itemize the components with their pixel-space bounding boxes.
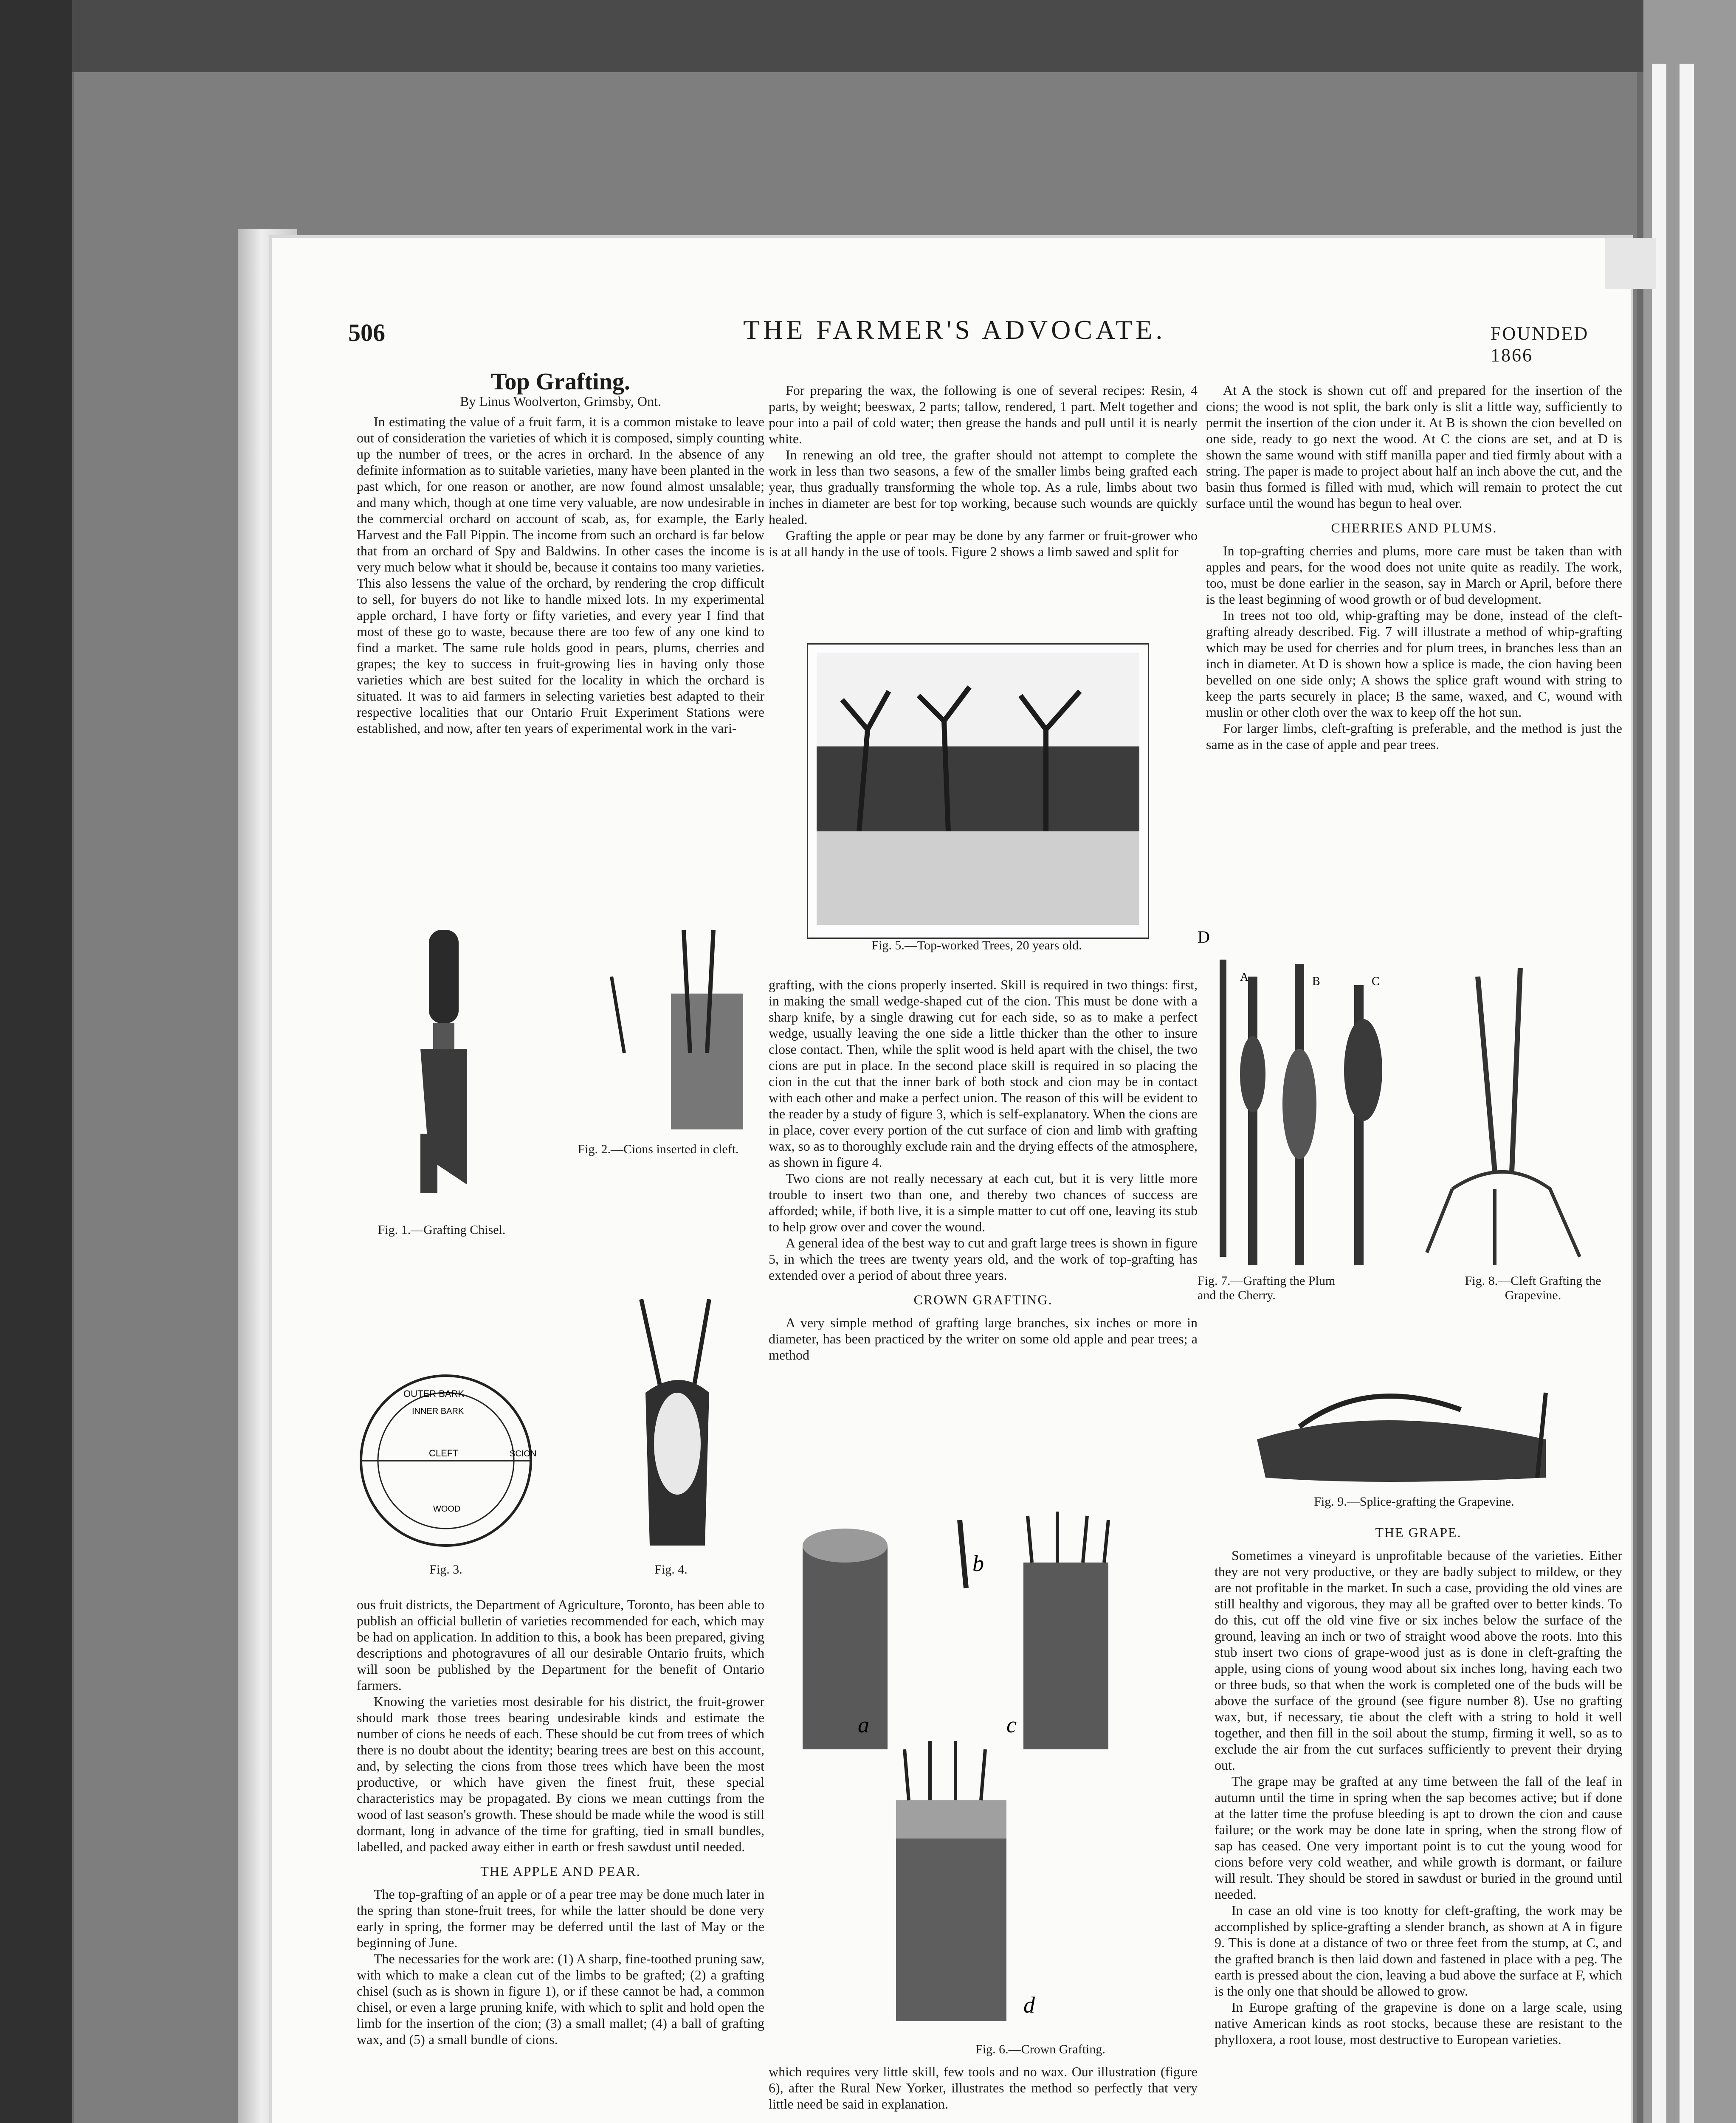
column-1-top — [357, 369, 764, 736]
paragraph: which requires very little skill, few tools and no wax. Our illustration (figure 6), after the Rural New Yorker, illustrates the method so perfectly that very little need be said in explanation. — [769, 2064, 1198, 2112]
fig3-label-scion: SCION — [510, 1449, 537, 1459]
paragraph: The top-grafting of an apple or of a pear tree may be done much later in the spring than stone-fruit trees, for while the latter should be done very early in spring, the former may be deferred until the last of May or the beginning of June. — [357, 1886, 764, 1950]
figure-9-caption: Fig. 9.—Splice-grafting the Grapevine. — [1314, 1495, 1514, 1509]
film-top-edge — [0, 0, 1736, 72]
fig7-letter-a: A — [1240, 971, 1249, 984]
paragraph: In case an old vine is too knotty for cleft-grafting, the work may be accomplished by splice-grafting a slender branch, as shown at A in figure 9. This is done at a distance of two or three feet from the stump, at C, and the grafted branch is then laid down and fastened in place with a peg. The earth is pressed about the cion, leaving a bud above the surface at F, which is the only one that should be allowed to grow. — [1215, 1903, 1622, 1999]
section-head-grape: THE GRAPE. — [1375, 1525, 1462, 1540]
fig7-letter-c: C — [1372, 975, 1380, 988]
figure-3-cross-section — [340, 1371, 552, 1558]
figure-3-caption: Fig. 3. — [429, 1563, 462, 1577]
figure-6-caption: Fig. 6.—Crown Grafting. — [975, 2042, 1105, 2056]
column-2-bottom — [769, 2064, 1198, 2112]
paragraph: In Europe grafting of the grapevine is done on a large scale, using native American kinds as root stocks, because these are resistant to the phylloxera, a root louse, most destructive to European varieties. — [1215, 1999, 1622, 2047]
column-2-top — [769, 382, 1198, 560]
paragraph: ous fruit districts, the Department of Agriculture, Toronto, has been able to publish an official bulletin of varieties recommended for each, which may be had on application. In addition to this, a book has been prepared, giving descriptions and photogravures of all our desirable Ontario fruits, which will soon be published by the Department for the benefit of Ontario farmers. — [357, 1597, 764, 1693]
paragraph: For preparing the wax, the following is one of several recipes: Resin, 4 parts, by weight; beeswax, 2 parts; tallow, rendered, 1 part. Melt together and pour into a pail of cold water; then grease the hands and pull until it is nearly white. — [769, 383, 1198, 446]
fig3-label-cleft: CLEFT — [429, 1448, 459, 1459]
page-number: 506 — [348, 319, 385, 346]
figure-5-tree-illustration — [808, 645, 1148, 938]
fig6-letter-b: b — [972, 1551, 984, 1576]
section-head-crown-grafting: CROWN GRAFTING. — [913, 1292, 1053, 1307]
paragraph: In renewing an old tree, the grafter should not attempt to complete the work in less than two seasons, a few of the smaller limbs being grafted each year, thus gradually transforming the whole top. As a rule, limbs about two inches in diameter are best for top working, because such wounds are quickly healed. — [769, 447, 1198, 527]
column-1-bottom — [357, 1596, 764, 2047]
paragraph: The grape may be grafted at any time between the fall of the leaf in autumn until the time in spring when the sap becomes active; but if done at the latter time the profuse bleeding is apt to drown the cion and cause failure; or the work may be done late in spring, when the strong flow of sap has ceased. One very important point is to cut the young wood for cions before very cold weather, and while growth is dormant, or failure will result. They should be stored in sawdust or buried in the ground until needed. — [1215, 1774, 1622, 1902]
column-3-top — [1206, 382, 1622, 752]
figure-4-waxed-graft — [595, 1291, 756, 1563]
article-title: Top Grafting. — [491, 369, 630, 395]
page-header — [348, 314, 1622, 365]
fig6-letter-c: c — [1006, 1712, 1017, 1737]
figure-9-splice-graft — [1248, 1376, 1580, 1490]
column-3-bottom — [1215, 1524, 1622, 2047]
figure-6-crown-grafting — [786, 1512, 1189, 2038]
fig6-letter-a: a — [858, 1712, 869, 1737]
article-byline: By Linus Woolverton, Grimsby, Ont. — [460, 394, 661, 409]
section-head-cherries-plums: CHERRIES AND PLUMS. — [1331, 520, 1497, 535]
fig3-label-outer-bark: OUTER BARK — [403, 1388, 465, 1399]
paragraph: Two cions are not really necessary at each cut, but it is very little more trouble to insert two than one, and thereby two chances of success are afforded; while, if both live, it is a simple matter to cut off one, leaving its stub to help grow over and cover the wound. — [769, 1171, 1198, 1234]
figure-4-caption: Fig. 4. — [654, 1563, 688, 1577]
paragraph: Grafting the apple or pear may be done by any farmer or fruit-grower who is at all handy in the use of tools. Figure 2 shows a limb sawed and split for — [769, 528, 1198, 559]
page-corner-fold — [1605, 238, 1656, 289]
figure-8-caption: Fig. 8.—Cleft Grafting the Grapevine. — [1465, 1274, 1601, 1302]
figure-2-caption: Fig. 2.—Cions inserted in cleft. — [578, 1142, 739, 1156]
figure-1-grafting-chisel — [357, 921, 535, 1231]
figure-1-caption: Fig. 1.—Grafting Chisel. — [378, 1223, 506, 1237]
paragraph: grafting, with the cions properly inserted. Skill is required in two things: first, in making the small wedge-shaped cut of the cion. This must be done with a sharp knife, by a single drawing cut for each side, so as to make a perfect wedge, usually leaving the one side a little thicker than the other to insure close contact. Then, while the split wood is held apart with the chisel, the two cions are put in place. In the second place skill is required in so placing the cion in the cut that the inner bark of both stock and cion may be in contact with each other and make a perfect union. The reason of this will be evident to the reader by a study of figure 3, which is self-explanatory. When the cions are in place, cover every portion of the cut surface of cion and limb with grafting wax, so as to thoroughly exclude rain and the drying effects of the atmosphere, as shown in figure 4. — [769, 977, 1198, 1170]
paragraph: In estimating the value of a fruit farm, it is a common mistake to leave out of consideration the varieties of which it is composed, simply counting up the number of trees, or the acres in orchard. In the absence of any definite information as to suitable varieties, many have been planted in the past which, for one reason or another, are now found almost unsalable; and many which, though at one time very valuable, are now undesirable in the commercial orchard on account of scab, as, for example, the Early Harvest and the Fall Pippin. The income from such an orchard is far below that from an orchard of Spy and Baldwins. In other cases the income is very much below what it should be, because it contains too many varieties. This also lessens the value of the orchard, by rendering the crop difficult to sell, for buyers do not like to handle mixed lots. In my experimental apple orchard, I have forty or fifty varieties, and every year I find that most of these go to waste, because there are too few of any one kind to find a market. The same rule holds good in pears, plums, cherries and grapes; the key to success in fruit-growing lies in having only those varieties which are best suited for the locality in which the orchard is situated. It was to aid farmers in selecting varieties best adapted to their respective localities that our Ontario Fruit Experiment Stations were established, and now, after ten years of experimental work in the vari- — [357, 414, 764, 736]
section-head-apple-pear: THE APPLE AND PEAR. — [480, 1864, 641, 1879]
paragraph: For larger limbs, cleft-grafting is preferable, and the method is just the same as in the case of apple and pear trees. — [1206, 721, 1622, 752]
fig3-label-wood: WOOD — [433, 1504, 461, 1514]
film-perforation-bar — [1680, 64, 1694, 2123]
founded-line: FOUNDED 1866 — [1491, 323, 1589, 366]
film-perforation-bar — [1652, 64, 1666, 2123]
paragraph: A general idea of the best way to cut and graft large trees is shown in figure 5, in which the trees are twenty years old, and the work of top-grafting has extended over a period of about three years. — [769, 1235, 1198, 1283]
figure-7-caption: Fig. 7.—Grafting the Plum and the Cherry. — [1198, 1274, 1336, 1302]
figure-2-cions-in-cleft — [586, 926, 764, 1138]
fig7-letter-b: B — [1312, 975, 1320, 988]
paragraph: A very simple method of grafting large branches, six inches or more in diameter, has been practiced by the writer on some old apple and pear trees; a method — [769, 1315, 1198, 1363]
paragraph: At A the stock is shown cut off and prepared for the insertion of the cions; the wood is not split, the bark only is slit a little way, sufficiently to permit the insertion of the cion under it. At B is shown the cion bevelled on one side, ready to go next the wood. At C the cions are set, and at D is shown the same wound with stiff manilla paper and tied firmly about with a string. The paper is made to project about half an inch above the cut, and the basin thus formed is filled with mud, which will remain to protect the cut surface until the wound has begun to heal over. — [1206, 383, 1622, 511]
fig3-label-inner-bark: INNER BARK — [412, 1407, 464, 1416]
column-2-middle — [769, 977, 1198, 1363]
film-left-edge — [0, 0, 72, 2123]
paragraph: Sometimes a vineyard is unprofitable because of the varieties. Either they are not very productive, or they are badly subject to mildew, or they are not profitable in the market. In such a case, providing the old vines are still healthy and vigorous, they may all be grafted over to better kinds. To do this, cut off the old vine five or six inches below the surface of the ground, leaving an inch or two of straight wood above the roots. Into this stub insert two cions of grape-wood just as is done in cleft-grafting the apple, using cions of young wood about six inches long, having each two or three buds, so that when the work is completed one of the buds will be above the surface of the ground (see figure number 8). Use no grafting wax, but, if necessary, tie about the cleft with a string to hold it well together, and then fill in the soil about the stump, firming it well, so as to exclude the air from the cut surfaces sufficiently to prevent their drying out. — [1215, 1548, 1622, 1773]
paragraph: In trees not too old, whip-grafting may be done, instead of the cleft-grafting already described. Fig. 7 will illustrate a method of whip-grafting which may be used for cherries and for plum trees, in branches less than an inch in diameter. At D is shown how a splice is made, the cion having been bevelled on one side only; A shows the splice graft wound with string to keep the parts securely in place; B the same, waxed, and C, wound with muslin or other cloth over the wax to keep off the hot sun. — [1206, 608, 1622, 720]
paragraph: Knowing the varieties most desirable for his district, the fruit-grower should mark those trees bearing undesirable kinds and estimate the number of cions he needs of each. These should be cut from trees of which there is no doubt about the identity; bearing trees are best on this account, and, by selecting the cions from those trees which have been the most productive, or which have given the finest fruit, these special characteristics may be propagated. By cions we mean cuttings from the wood of last season's growth. These should be made while the wood is still dormant, long in advance of the time for grafting, tied in small bundles, labelled, and packed away either in earth or fresh sawdust until needed. — [357, 1694, 764, 1854]
figure-7-8-whip-and-cleft-grafts — [1198, 917, 1622, 1274]
paragraph: The necessaries for the work are: (1) A sharp, fine-toothed pruning saw, with which to make a clean cut of the limbs to be grafted; (2) a grafting chisel (such as is shown in figure 1), or if these cannot be had, a common chisel, or even a large pruning knife, with which to split and hold open the limb for the insertion of the cion; (3) a small mallet; (4) a ball of grafting wax, and (5) a small bundle of cions. — [357, 1951, 764, 2047]
fig7-letter-d: D — [1198, 927, 1210, 946]
figure-5-caption: Fig. 5.—Top-worked Trees, 20 years old. — [871, 938, 1082, 952]
paragraph: In top-grafting cherries and plums, more care must be taken than with apples and pears, for the wood does not unite quite as readily. The work, too, must be done earlier in the season, say in March or April, before there is the least beginning of wood growth or of bud development. — [1206, 543, 1622, 607]
figure-5-photo — [807, 643, 1149, 939]
masthead: THE FARMER'S ADVOCATE. — [743, 315, 1166, 345]
fig6-letter-d: d — [1023, 1992, 1035, 2018]
